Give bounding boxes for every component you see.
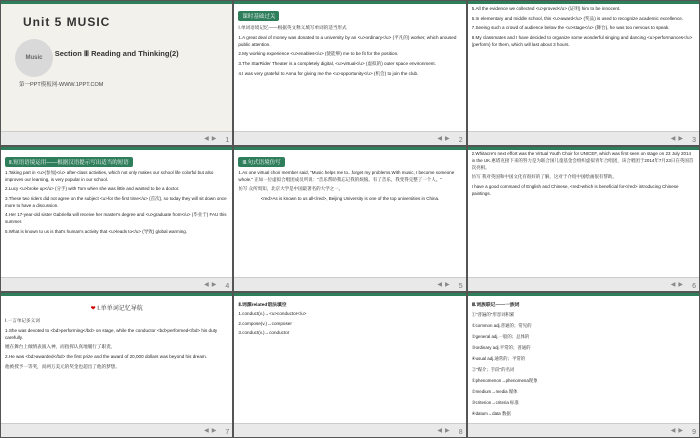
body-line: 1.conduct(v.)→<u>conductor</u> — [238, 311, 307, 316]
slide-navbar-8[interactable] — [234, 423, 465, 437]
body-line: 仿写 众所周知，北京大学是中国最著名的大学之一。 — [238, 186, 344, 192]
body-line: 6.In elementary and middle school, this <u>award</u> (奖品) is used to recognize academic excellence. — [471, 15, 684, 21]
nav-next-icon[interactable]: ▶ — [445, 428, 450, 434]
slide-number: 2 — [458, 137, 463, 144]
slide-8[interactable] — [233, 292, 466, 438]
body-line: 1.Taking part in <u>(参加)</u> after-class activities, which not only makes our school life colorful but also improves our learning, is very popular in our school. — [5, 170, 214, 182]
nav-next-icon[interactable]: ▶ — [445, 136, 450, 142]
body-line: 2.He was <bd>awarded</bd> the first prize and the award of 20,000 dollars was beyond his dream. — [5, 353, 207, 359]
nav-next-icon[interactable]: ▶ — [211, 136, 217, 142]
body-line: 1.A great deal of money was donated to a university by an <u>ordinary</u> (平凡的) worker, which aroused public attention. — [238, 34, 457, 47]
nav-prev-icon[interactable]: ◀ — [437, 428, 443, 434]
slide-number: 7 — [225, 429, 230, 436]
section-header: Ⅱ.短语语境运用——根据汉语提示写出适当的短语 — [5, 157, 133, 167]
body-line: ②medium→media 媒体 — [471, 389, 518, 395]
answer-line: I have a good command of English and Chinese, <red>which is beneficial for</red> introducing Chinese paintings. — [471, 183, 679, 196]
slide-navbar-7[interactable] — [1, 423, 232, 437]
top-accent-bar — [468, 1, 699, 4]
body-line: 7.Seeing such a crowd of audience below the <u>stage</u> (舞台), he was too nervous to speak. — [471, 25, 670, 31]
slide-navbar-4[interactable] — [1, 277, 232, 291]
body-line: 2.My working experience <u>enables</u> (使能够) me to be fit for the position. — [238, 51, 399, 57]
slide-navbar-2[interactable] — [234, 131, 465, 145]
body-line: 她在舞台上倾情表演入神，而指挥认真地履行了职责。 — [5, 344, 116, 350]
top-accent-bar — [234, 1, 465, 4]
body-line: 2.compose(v.)→composer — [238, 320, 292, 326]
slide-number: 3 — [692, 137, 696, 144]
body-line: 仿写 我对英国和中国文化有很好的了解，这对于介绍中国绘画很有帮助。 — [471, 174, 617, 180]
slide-1[interactable] — [0, 0, 233, 146]
music-logo — [15, 39, 53, 77]
slide-6[interactable] — [467, 146, 700, 292]
body-line: ①"普遍的"形容词积累 — [471, 312, 515, 318]
slide-2[interactable] — [233, 0, 466, 146]
top-accent-bar — [468, 293, 699, 296]
body-line: Ⅲ.词族联记——一族词 — [471, 303, 520, 308]
top-accent-bar — [234, 293, 465, 296]
slide-navbar-1[interactable] — [1, 131, 232, 145]
slide-number: 4 — [225, 283, 230, 290]
nav-prev-icon[interactable]: ◀ — [204, 136, 209, 142]
slide-number: 5 — [458, 283, 463, 290]
body-line: ③ordinary adj.平常的；普通的 — [471, 345, 531, 351]
source-text: 第一PPT模板网-WWW.1PPT.COM — [19, 82, 104, 88]
body-line: 1.She was devoted to <bd>performing</bd> on stage, while the conductor <bd>performed</bd> his duty carefully. — [5, 327, 218, 340]
body-line: 5.All the evidence we collected <u>proved</u> (证明) him to be innocent. — [471, 6, 621, 11]
nav-next-icon[interactable]: ▶ — [445, 282, 450, 288]
body-line: Ⅰ.单词语境记忆——根据英文释义填写单词的适当形式 — [238, 25, 347, 30]
slide-subtitle: Section Ⅲ Reading and Thinking(2) — [54, 49, 179, 58]
nav-next-icon[interactable]: ▶ — [211, 428, 217, 434]
nav-next-icon[interactable]: ▶ — [211, 282, 217, 288]
nav-prev-icon[interactable]: ◀ — [437, 282, 443, 288]
nav-prev-icon[interactable]: ◀ — [204, 428, 209, 434]
answer-line: <red>As is known to us all</red>, Beijing University is one of the top universities in China. — [260, 195, 440, 201]
slide-number: 9 — [692, 429, 696, 436]
nav-next-icon[interactable]: ▶ — [678, 428, 683, 434]
slide-navbar-5[interactable] — [234, 277, 465, 291]
body-line: 5.What is known to us is that's human's activity that <u>leads to</u> (导致) global warming. — [5, 228, 188, 234]
body-line: 1.As one virtual choir member said, "Music helps me to...forget my problems.With music, I become someone whole." 正如一位虚拟合唱团成员所说："音乐帮助我忘记我的烦恼。有了音乐，我变得完整了一个人。" — [238, 170, 455, 182]
nav-prev-icon[interactable]: ◀ — [670, 282, 676, 288]
heart-label: Ⅰ.单单词记忆导航 — [97, 306, 143, 312]
body-line: ②general adj.一般的；总体的 — [471, 334, 530, 340]
nav-prev-icon[interactable]: ◀ — [204, 282, 209, 288]
top-accent-bar — [1, 293, 232, 296]
body-line: ④datum→data 数据 — [471, 411, 511, 417]
body-line: 3.conduct(v.)→conductor — [238, 330, 290, 336]
top-accent-bar — [468, 147, 699, 150]
body-line: 3.These two riders did not agree on the subject <u>for the first time</u> (首次), so today they will sit down once more to have a discussion. — [5, 195, 227, 208]
top-accent-bar — [234, 147, 465, 150]
body-line: Ⅱ.词源related语法填空 — [238, 303, 287, 308]
slide-7[interactable] — [0, 292, 233, 438]
body-line: 2.Lucy <u>broke up</u> (分手) with Tom when she was little and wanted to be a doctor. — [5, 186, 180, 192]
body-line: 4.Her 17-year-old sister Gabriella will receive her master's degree and <u>graduate from</u> (毕业于) FAU this summer. — [5, 212, 227, 225]
body-line: ①phenomenon→phenomena现象 — [471, 378, 538, 384]
heart-icon: ❤ — [90, 306, 96, 312]
slide-5[interactable] — [233, 146, 466, 292]
body-line: Ⅰ.一言单记多义词 — [5, 318, 40, 323]
slide-9[interactable] — [467, 292, 700, 438]
nav-next-icon[interactable]: ▶ — [678, 282, 683, 288]
top-accent-bar — [1, 1, 232, 4]
nav-prev-icon[interactable]: ◀ — [670, 136, 676, 142]
nav-prev-icon[interactable]: ◀ — [437, 136, 443, 142]
slide-navbar-9[interactable] — [468, 423, 699, 437]
slide-navbar-6[interactable] — [468, 277, 699, 291]
slide-3[interactable] — [467, 0, 700, 146]
slide-navbar-3[interactable] — [468, 131, 699, 145]
body-line: ④usual adj.通常的；平常的 — [471, 356, 526, 362]
section-header: 课时基础过关 — [238, 11, 279, 21]
nav-prev-icon[interactable]: ◀ — [670, 428, 676, 434]
page-title: Unit 5 MUSIC — [23, 15, 111, 29]
body-line: ②"媒介；手段"的名词 — [471, 367, 515, 373]
body-line: ①common adj.普通的；常见的 — [471, 323, 532, 329]
body-line: 4.I was very grateful to Anna for giving me the <u>opportunity</u> (机会) to join the club. — [238, 70, 419, 76]
top-accent-bar — [1, 147, 232, 150]
body-line: 2.Whitacre's next effort was the Virtual Youth Choir for UNICEF, which was first seen on stage on 23 July 2014 in the UK.惠塔克接下来的努力是为联合国儿童基金会组织虚拟青年合唱团，该合唱团于2014年7月23日在英国首次亮相。 — [471, 151, 694, 170]
slide-number: 1 — [225, 137, 230, 144]
slide-4[interactable] — [0, 146, 233, 292]
body-line: ③criterion→criteria 标准 — [471, 400, 519, 406]
section-header: Ⅲ.句式语境仿写 — [238, 157, 284, 167]
heart-header — [5, 303, 228, 312]
body-line: 3.The StarRider Theater is a completely digital, <u>virtual</u> (虚拟的) outer space environment. — [238, 60, 436, 66]
logo-label: Music — [25, 55, 43, 61]
nav-next-icon[interactable]: ▶ — [678, 136, 683, 142]
slide-number: 6 — [692, 283, 696, 290]
slide-number: 8 — [458, 429, 463, 436]
body-line: 8.My classmates and I have decided to organize some wonderful singing and dancing <u>performances</u> (perform) for them, which will last about 3 hours. — [471, 34, 693, 47]
body-line: 他被授予一等奖，而两万美元的奖金也超出了他的梦想。 — [5, 363, 120, 369]
